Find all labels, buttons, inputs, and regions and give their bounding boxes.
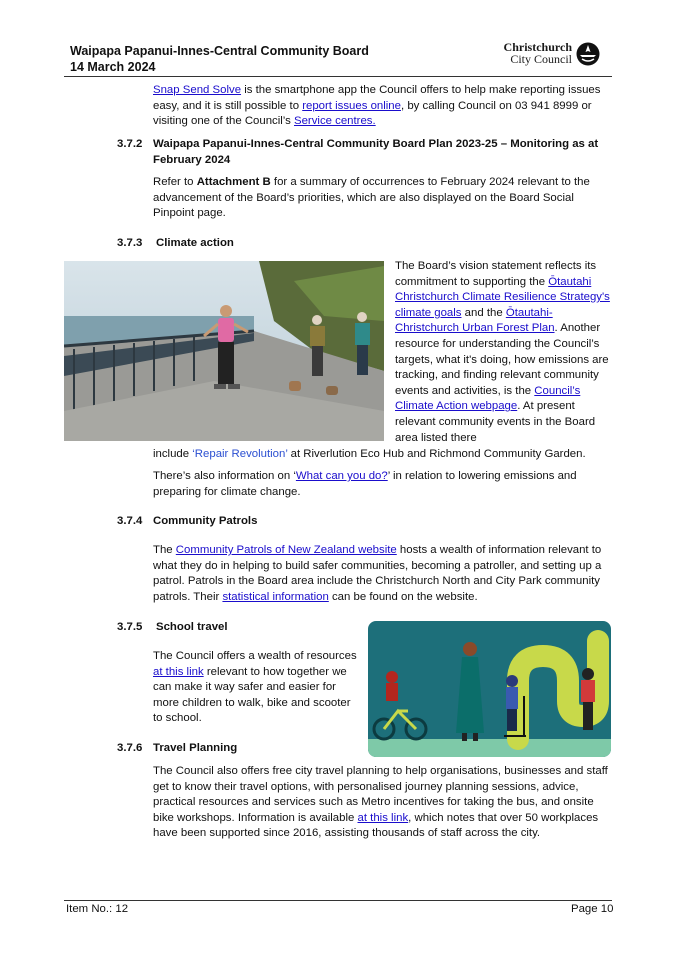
climate-paragraph-tail: include ‘Repair Revolution’ at Riverlution Eco Hub and Richmond Community Garden. <box>153 448 586 460</box>
logo-line1: Christchurch <box>503 40 572 54</box>
section-heading-375: School travel <box>156 621 228 633</box>
council-logo <box>500 42 604 68</box>
climate-paragraph-wrap: The Board’s vision statement reflects its commitment to supporting the Ōtautahi Christchurch Climate Resilience Strategy's climate goals and the Ōtautahi-Christchurch Urban Forest Plan. Another resource for understanding the Council’s targets, what it's doing, how emissions are tracking, and finding relevant community events and activities, is the Council’s Climate Action webpage. At present relevant community events in the Board area listed there <box>395 260 610 444</box>
section-heading-372: Waipapa Papanui-Innes-Central Community Board Plan 2023-25 – Monitoring as at February 2024 <box>153 138 599 166</box>
school-travel-link[interactable]: at this link <box>153 665 204 678</box>
section-number-376: 3.7.6 <box>117 742 143 754</box>
header-title <box>70 43 369 75</box>
climate-paragraph-2: There’s also information on ‘What can you do?’ in relation to lowering emissions and preparing for climate change. <box>153 470 577 498</box>
section-body-372: Refer to Attachment B for a summary of occurrences to February 2024 relevant to the advancement of the Board’s priorities, which are also displayed on the Board Social Pinpoint page. <box>153 176 590 220</box>
statistical-information-link[interactable]: statistical information <box>222 590 329 603</box>
climate-resilience-link[interactable]: Ōtautahi Christchurch Climate Resilience Strategy's climate goals <box>395 275 610 319</box>
intro-paragraph: Snap Send Solve is the smartphone app the Council offers to help make reporting issues easy, and it is still possible to report issues online, by calling Council on 03 941 8999 or visiting one of the Council’s Service centres. <box>153 84 601 128</box>
section-number-375: 3.7.5 <box>117 621 143 633</box>
section-number-374: 3.7.4 <box>117 515 143 527</box>
urban-forest-link[interactable]: Ōtautahi-Christchurch Urban Forest Plan <box>395 306 555 335</box>
board-name: Waipapa Papanui-Innes-Central Community Board <box>70 44 369 58</box>
meeting-date: 14 March 2024 <box>70 60 156 74</box>
section-heading-373: Climate action <box>156 237 234 249</box>
logo-line2: City Council <box>510 51 572 66</box>
repair-revolution-link[interactable]: ‘Repair Revolution’ <box>192 448 288 460</box>
page-number: Page 10 <box>571 903 614 915</box>
section-number-372: 3.7.2 <box>117 138 143 150</box>
section-heading-376: Travel Planning <box>153 742 238 754</box>
section-body-374: The Community Patrols of New Zealand website hosts a wealth of information relevant to what they do in helping to build safer communities, becoming a patroller, and setting up a patrol. Patrols in the Board area include the Christchurch North and City Park community patrols. Their statistical information can be found on the website. <box>153 544 602 603</box>
school-travel-illustration <box>368 621 611 757</box>
snap-send-solve-link[interactable]: Snap Send Solve <box>153 84 242 96</box>
section-body-376: The Council also offers free city travel planning to help organisations, businesses and staff get to know their travel options, with personalised journey planning sessions, advice, practical resources and services such as Metro incentives for taking the bus, and onsite bike workshops. Information is available at this link, which notes that over 50 workplaces have been supported since 2016, assisting thousands of staff across the city. <box>153 765 608 840</box>
report-issues-link[interactable]: report issues online <box>302 99 401 112</box>
header-divider <box>64 76 612 77</box>
item-number: Item No.: 12 <box>66 903 129 915</box>
footer-divider <box>64 900 612 901</box>
community-patrols-link[interactable]: Community Patrols of New Zealand website <box>175 544 397 556</box>
service-centres-link[interactable]: Service centres. <box>294 115 376 128</box>
climate-action-photo <box>64 261 384 441</box>
section-number-373: 3.7.3 <box>117 237 143 249</box>
section-body-375: The Council offers a wealth of resources at this link relevant to how together we can make it way safer and easier for more children to walk, bike and scooter to school. <box>153 650 357 725</box>
attachment-b-label: Attachment B <box>196 176 271 188</box>
section-heading-374: Community Patrols <box>153 515 258 527</box>
travel-planning-link[interactable]: at this link <box>357 811 409 824</box>
cathedral-icon <box>576 42 600 66</box>
climate-action-webpage-link[interactable]: Council’s Climate Action webpage <box>395 384 581 413</box>
what-can-you-do-link[interactable]: What can you do? <box>295 470 388 482</box>
